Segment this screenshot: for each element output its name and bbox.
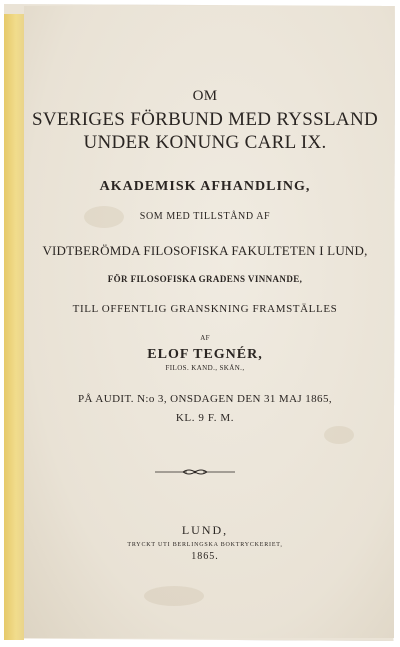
imprint-year: 1865. xyxy=(191,551,219,562)
foxing-spot xyxy=(324,426,354,444)
author-credentials: FILOS. KAND., SKÅN., xyxy=(165,364,245,372)
imprint-printer: TRYCKT UTI BERLINGSKA BOKTRYCKERIET, xyxy=(127,542,283,548)
permission-line: SOM MED TILLSTÅND AF xyxy=(139,211,271,222)
venue-date-line: PÅ AUDIT. N:o 3, ONSDAGEN DEN 31 MAJ 1865, xyxy=(77,393,332,405)
presentation-line: TILL OFFENTLIG GRANSKNING FRAMSTÄLLES xyxy=(72,303,338,315)
imprint-place: LUND, xyxy=(181,523,229,537)
by-line: AF xyxy=(200,334,210,342)
author-name: ELOF TEGNÉR, xyxy=(147,347,263,362)
spine-tape xyxy=(4,14,24,640)
time-line: KL. 9 F. M. xyxy=(175,412,235,424)
title-line-1: SVERIGES FÖRBUND MED RYSSLAND xyxy=(31,109,378,130)
foxing-spot xyxy=(144,586,204,606)
ornamental-rule xyxy=(155,468,235,476)
faculty-line: VIDTBERÖMDA FILOSOFISKA FAKULTETEN I LUND, xyxy=(42,243,368,258)
title-prefix: OM xyxy=(192,88,218,104)
genre-heading: AKADEMISK AFHANDLING, xyxy=(99,179,311,194)
title-line-2: UNDER KONUNG CARL IX. xyxy=(83,132,327,153)
degree-line: FÖR FILOSOFISKA GRADENS VINNANDE, xyxy=(107,274,303,284)
